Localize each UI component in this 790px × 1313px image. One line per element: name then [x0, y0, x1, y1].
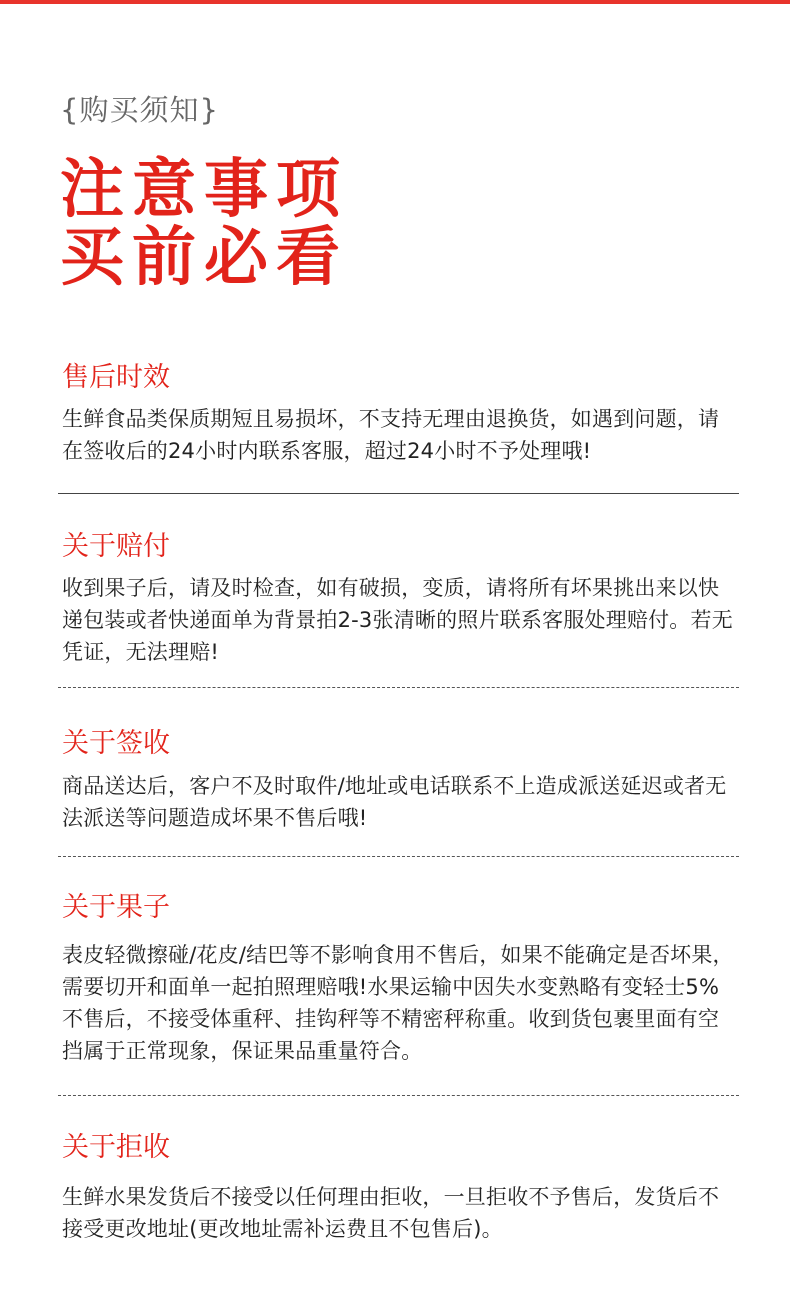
section-body-after-sales-time: 生鲜食品类保质期短且易损坏，不支持无理由退换货，如遇到问题，请在签收后的24小时内联系客服，超过24小时不予处理哦!	[62, 407, 720, 463]
section-title-after-sales-time: 售后时效	[62, 362, 170, 393]
section-title-compensation: 关于赔付	[62, 531, 170, 562]
section-divider	[58, 687, 739, 688]
section-body-fruit: 表皮轻微擦碰/花皮/结巴等不影响食用不售后，如果不能确定是否坏果，需要切开和面单一起拍照理赔哦!水果运输中因失水变熟略有变轻士5%不售后，不接受体重秤、挂钩秤等不精密秤称重。收到货包裹里面有空挡属于正常现象，保证果品重量符合。	[62, 943, 734, 1063]
section-title-receipt: 关于签收	[62, 728, 170, 759]
top-accent-bar	[0, 0, 790, 4]
section-divider	[58, 493, 739, 494]
section-title-fruit: 关于果子	[62, 892, 170, 923]
headline-line-1: 注意事项	[60, 153, 348, 227]
section-divider	[58, 1095, 739, 1096]
purchase-notice-kicker: {购买须知}	[60, 93, 219, 127]
section-body-rejection: 生鲜水果发货后不接受以任何理由拒收，一旦拒收不予售后，发货后不接受更改地址(更改地址需补运费且不包售后)。	[62, 1185, 720, 1241]
section-divider	[58, 856, 739, 857]
section-body-compensation: 收到果子后，请及时检查，如有破损，变质，请将所有坏果挑出来以快递包装或者快递面单为背景拍2-3张清晰的照片联系客服处理赔付。若无凭证，无法理赔!	[62, 576, 733, 664]
section-body-receipt: 商品送达后，客户不及时取件/地址或电话联系不上造成派送延迟或者无法派送等问题造成坏果不售后哦!	[62, 774, 727, 830]
section-title-rejection: 关于拒收	[62, 1132, 170, 1163]
headline-line-2: 买前必看	[60, 221, 348, 295]
